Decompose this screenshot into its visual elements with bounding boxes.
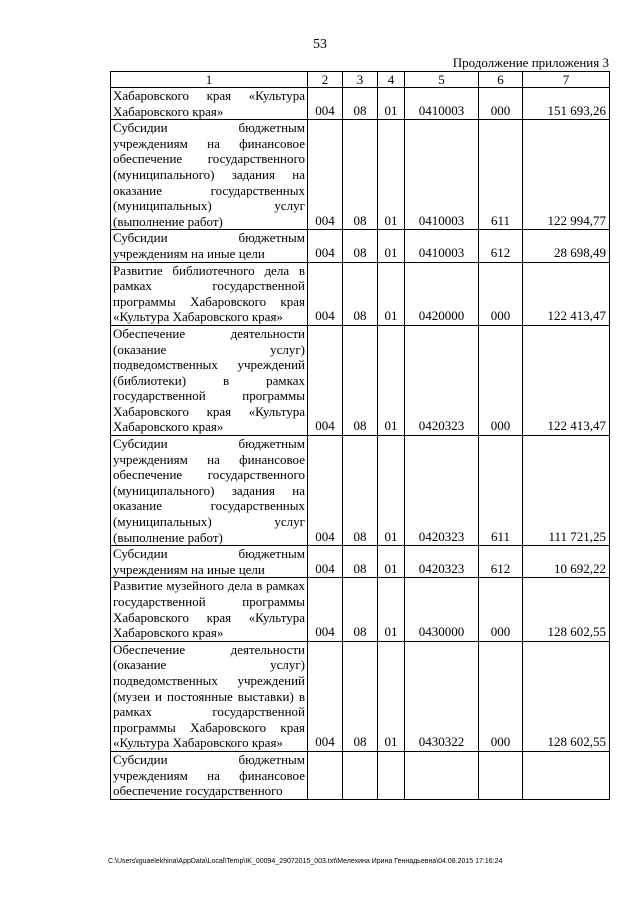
table-row <box>111 436 610 546</box>
cell-amount <box>523 751 610 799</box>
cell-code-6 <box>479 751 523 799</box>
column-header: 5 <box>405 72 479 88</box>
table-body <box>111 88 610 800</box>
cell-code-5 <box>405 751 479 799</box>
cell-code-4: 01 <box>378 436 405 546</box>
cell-amount: 111 721,25 <box>523 436 610 546</box>
table-row <box>111 641 610 751</box>
cell-code-6: 000 <box>479 578 523 641</box>
cell-code-2: 004 <box>308 546 343 578</box>
cell-code-4 <box>378 751 405 799</box>
cell-code-4: 01 <box>378 641 405 751</box>
cell-code-6: 611 <box>479 120 523 230</box>
cell-code-3: 08 <box>343 641 378 751</box>
table-row <box>111 88 610 120</box>
cell-code-5: 0420323 <box>405 325 479 435</box>
table-row <box>111 325 610 435</box>
row-description: Субсидии бюджетным учреждениям на иные цели <box>111 230 308 262</box>
cell-code-4: 01 <box>378 546 405 578</box>
row-description: Обеспечение деятельности (оказание услуг) подведомственных учреждений (библиотеки) в рамках государственной программы Хабаровского края «Культура Хабаровского края» <box>111 325 308 435</box>
cell-amount: 122 413,47 <box>523 262 610 325</box>
continuation-label: Продолжение приложения 3 <box>452 55 609 70</box>
cell-code-3: 08 <box>343 88 378 120</box>
footer-path: C:\Users\iguaelekhina\AppData\Local\Temp\IK_00094_29072015_003.txt\Мелехина Ирина Геннадьевна\04.08.2015 17:16:24 <box>108 858 503 865</box>
cell-code-6: 000 <box>479 262 523 325</box>
table-row <box>111 751 610 799</box>
cell-code-3: 08 <box>343 230 378 262</box>
column-header: 3 <box>343 72 378 88</box>
row-description: Субсидии бюджетным учреждениям на иные цели <box>111 546 308 578</box>
cell-code-3: 08 <box>343 120 378 230</box>
cell-code-5: 0420323 <box>405 546 479 578</box>
row-description: Субсидии бюджетным учреждениям на финансовое обеспечение государственного <box>111 751 308 799</box>
row-description: Субсидии бюджетным учреждениям на финансовое обеспечение государственного (муниципального) задания на оказание государственных (муниципальных) услуг (выполнение работ) <box>111 120 308 230</box>
cell-amount: 151 693,26 <box>523 88 610 120</box>
cell-code-4: 01 <box>378 262 405 325</box>
cell-code-5: 0420323 <box>405 436 479 546</box>
cell-code-3 <box>343 751 378 799</box>
cell-code-3: 08 <box>343 436 378 546</box>
cell-code-6: 612 <box>479 546 523 578</box>
row-description: Субсидии бюджетным учреждениям на финансовое обеспечение государственного (муниципального) задания на оказание государственных (муниципальных) услуг (выполнение работ) <box>111 436 308 546</box>
table-row <box>111 262 610 325</box>
cell-code-2: 004 <box>308 436 343 546</box>
cell-code-5: 0430000 <box>405 578 479 641</box>
column-header: 1 <box>111 72 308 88</box>
cell-code-6: 000 <box>479 88 523 120</box>
cell-code-5: 0430322 <box>405 641 479 751</box>
cell-code-2: 004 <box>308 641 343 751</box>
cell-code-4: 01 <box>378 120 405 230</box>
cell-amount: 128 602,55 <box>523 578 610 641</box>
cell-code-2: 004 <box>308 578 343 641</box>
column-header: 4 <box>378 72 405 88</box>
cell-code-5: 0410003 <box>405 120 479 230</box>
cell-code-2: 004 <box>308 88 343 120</box>
row-description: Развитие библиотечного дела в рамках государственной программы Хабаровского края «Культура Хабаровского края» <box>111 262 308 325</box>
cell-amount: 28 698,49 <box>523 230 610 262</box>
cell-code-3: 08 <box>343 578 378 641</box>
budget-table <box>110 71 610 800</box>
cell-code-4: 01 <box>378 325 405 435</box>
row-description: Развитие музейного дела в рамках государственной программы Хабаровского края «Культура Хабаровского края» <box>111 578 308 641</box>
cell-code-2: 004 <box>308 120 343 230</box>
table-header <box>111 72 610 88</box>
cell-amount: 128 602,55 <box>523 641 610 751</box>
row-description: Хабаровского края «Культура Хабаровского края» <box>111 88 308 120</box>
header-row <box>111 72 610 88</box>
column-header: 7 <box>523 72 610 88</box>
cell-code-5: 0410003 <box>405 88 479 120</box>
cell-code-6: 611 <box>479 436 523 546</box>
cell-amount: 10 692,22 <box>523 546 610 578</box>
column-header: 6 <box>479 72 523 88</box>
table-row <box>111 546 610 578</box>
cell-code-2: 004 <box>308 230 343 262</box>
cell-code-4: 01 <box>378 230 405 262</box>
cell-code-3: 08 <box>343 325 378 435</box>
cell-code-4: 01 <box>378 88 405 120</box>
cell-code-6: 612 <box>479 230 523 262</box>
cell-code-3: 08 <box>343 546 378 578</box>
cell-code-2: 004 <box>308 262 343 325</box>
table-row <box>111 120 610 230</box>
page-number: 53 <box>313 37 327 52</box>
cell-amount: 122 994,77 <box>523 120 610 230</box>
table-row <box>111 230 610 262</box>
cell-code-4: 01 <box>378 578 405 641</box>
row-description: Обеспечение деятельности (оказание услуг) подведомственных учреждений (музеи и постоянные выставки) в рамках государственной программы Хабаровского края «Культура Хабаровского края» <box>111 641 308 751</box>
cell-code-3: 08 <box>343 262 378 325</box>
cell-code-6: 000 <box>479 325 523 435</box>
cell-code-2 <box>308 751 343 799</box>
cell-amount: 122 413,47 <box>523 325 610 435</box>
cell-code-5: 0420000 <box>405 262 479 325</box>
column-header: 2 <box>308 72 343 88</box>
cell-code-2: 004 <box>308 325 343 435</box>
cell-code-6: 000 <box>479 641 523 751</box>
cell-code-5: 0410003 <box>405 230 479 262</box>
table-row <box>111 578 610 641</box>
